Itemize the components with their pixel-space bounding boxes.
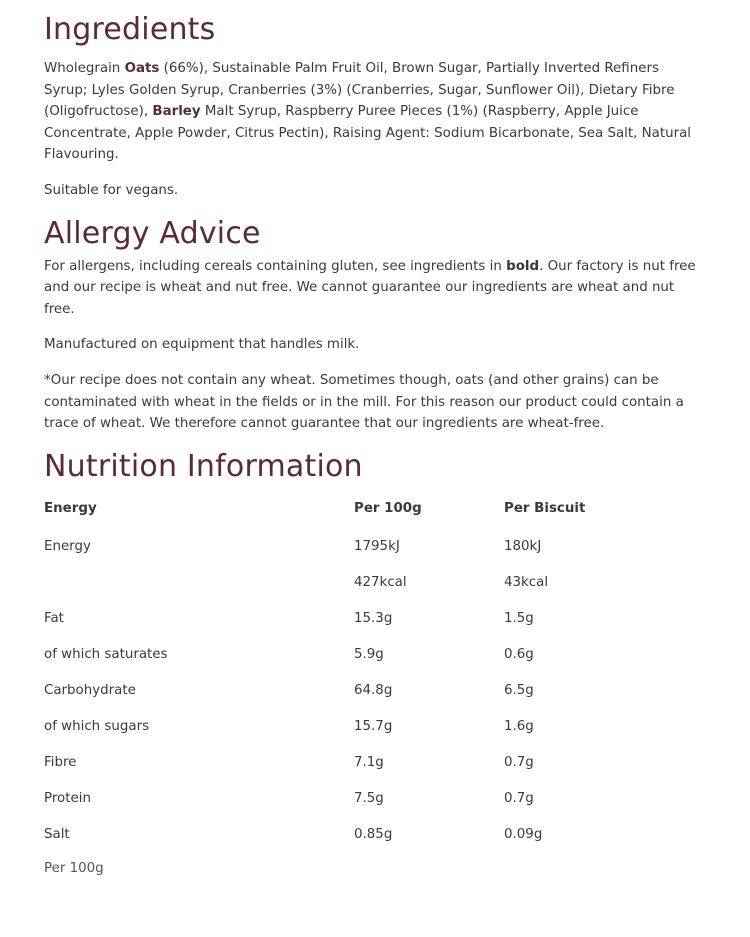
- vegan-note: Suitable for vegans.: [44, 182, 179, 198]
- allergen-barley: Barley: [152, 104, 201, 120]
- nutrient-label: Salt: [44, 827, 70, 843]
- table-row: [44, 817, 684, 853]
- value-per-biscuit: 1.5g: [504, 611, 534, 627]
- value-per-100g: 64.8g: [354, 683, 393, 699]
- allergy-paragraph-1: [44, 256, 706, 321]
- nutrition-table: [44, 501, 684, 853]
- value-per-biscuit: 1.6g: [504, 719, 534, 735]
- table-row: [44, 709, 684, 745]
- nutrient-label: of which saturates: [44, 647, 168, 663]
- table-row: [44, 781, 684, 817]
- allergen-oats: Oats: [124, 61, 160, 76]
- table-row: [44, 601, 684, 637]
- value-per-100g: 5.9g: [354, 647, 384, 663]
- table-row: [44, 529, 684, 565]
- value-per-biscuit: 6.5g: [504, 683, 534, 699]
- value-per-100g: 15.3g: [354, 611, 393, 627]
- nutrition-table-header: [44, 501, 684, 529]
- value-per-biscuit: 0.7g: [504, 755, 534, 771]
- value-per-100g: 0.85g: [354, 827, 393, 843]
- footer-note: Per 100g: [44, 860, 104, 876]
- allergy-paragraph-2: Manufactured on equipment that handles milk.: [44, 337, 360, 353]
- allergy-text-part: For allergens, including cereals containing gluten, see ingredients in: [44, 258, 507, 274]
- nutrient-label: Fat: [44, 611, 64, 627]
- nutrient-label: Fibre: [44, 755, 77, 771]
- value-per-100g: 427kcal: [354, 575, 407, 591]
- bold-word: bold: [506, 258, 540, 274]
- ingredients-heading: Ingredients: [44, 12, 216, 47]
- allergy-heading: Allergy Advice: [44, 215, 261, 251]
- value-per-100g: 15.7g: [354, 719, 393, 735]
- value-per-biscuit: 0.09g: [504, 827, 543, 843]
- ingredients-text-part: Wholegrain: [44, 61, 125, 76]
- value-per-100g: 1795kJ: [354, 539, 400, 555]
- column-header: Per 100g: [354, 500, 422, 516]
- column-header: Per Biscuit: [504, 500, 586, 516]
- ingredients-text-part: Malt Syrup, Raspberry Puree Pieces (1%) (Raspberry, Apple Juice Concentrate, Apple Powder, Citrus Pectin), Raising Agent: Sodium Bicarbonate, Sea Salt, Natural Flavouring.: [44, 104, 692, 163]
- table-row: [44, 637, 684, 673]
- value-per-biscuit: 0.6g: [504, 647, 534, 663]
- nutrient-label: Carbohydrate: [44, 683, 136, 699]
- table-row: [44, 565, 684, 601]
- allergy-text-part: . Our factory is nut free and our recipe is wheat and nut free. We cannot guarantee our ingredients are wheat and nut free.: [44, 258, 696, 317]
- value-per-100g: 7.5g: [354, 791, 384, 807]
- value-per-biscuit: 180kJ: [504, 539, 542, 555]
- column-header: Energy: [44, 500, 97, 516]
- ingredients-text-part: (66%), Sustainable Palm Fruit Oil, Brown Sugar, Partially Inverted Refiners Syrup; Lyles Golden Syrup, Cranberries (3%) (Cranberries, Sugar, Sunflower Oil), Dietary Fibre (Oligofructose),: [44, 61, 675, 120]
- table-row: [44, 745, 684, 781]
- nutrition-heading: Nutrition Information: [44, 448, 363, 484]
- value-per-biscuit: 43kcal: [504, 575, 549, 591]
- ingredients-text: [44, 58, 706, 166]
- nutrient-label: of which sugars: [44, 719, 150, 735]
- value-per-100g: 7.1g: [354, 755, 384, 771]
- allergy-paragraph-3: *Our recipe does not contain any wheat. Sometimes though, oats (and other grains) can be contaminated with wheat in the fields or in the mill. For this reason our product could contain a trace of wheat. We therefore cannot guarantee that our ingredients are wheat-free.: [44, 372, 684, 432]
- nutrient-label: Energy: [44, 539, 91, 555]
- table-row: [44, 673, 684, 709]
- value-per-biscuit: 0.7g: [504, 791, 534, 807]
- nutrient-label: Protein: [44, 791, 91, 807]
